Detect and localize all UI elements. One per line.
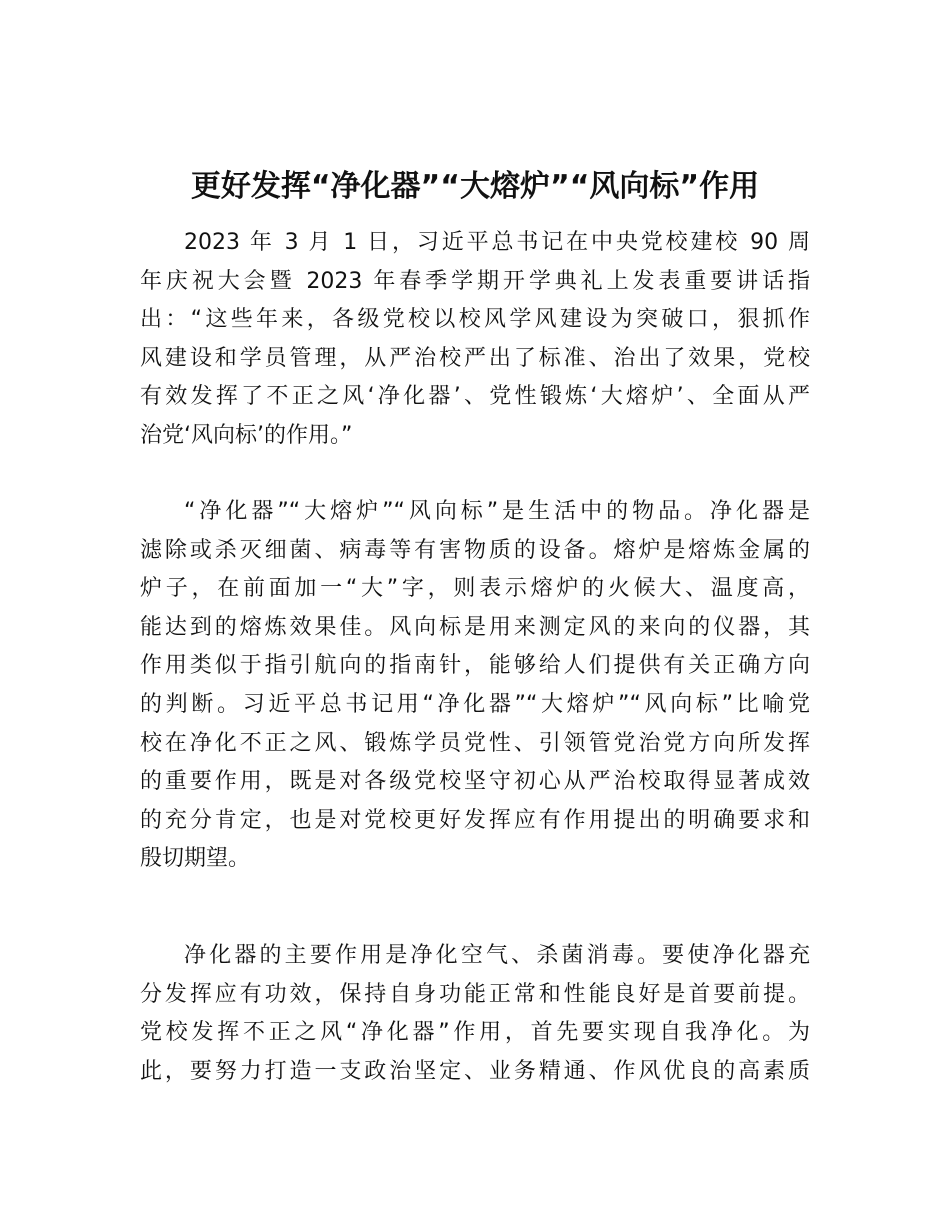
paragraph-line: 此，要努力打造一支政治坚定、业务精通、作风优良的高素质 [140,1058,810,1084]
paragraph-1 [140,224,810,456]
paragraph-line: 出：“这些年来，各级党校以校风学风建设为突破口，狠抓作 [140,307,810,333]
paragraph-line: 有效发挥了不正之风‘净化器’、党性锻炼‘大熔炉’、全面从严 [140,384,810,410]
paragraph-line: 能达到的熔炼效果佳。风向标是用来测定风的来向的仪器，其 [140,614,810,640]
paragraph-line: 年庆祝大会暨 2023 年春季学期开学典礼上发表重要讲话指 [140,268,810,294]
paragraph-2 [140,493,810,879]
paragraph-line: 的判断。习近平总书记用“净化器”“大熔炉”“风向标”比喻党 [140,691,810,717]
paragraph-line: 分发挥应有功效，保持自身功能正常和性能良好是首要前提。 [140,981,810,1007]
paragraph-line: 净化器的主要作用是净化空气、杀菌消毒。要使净化器充 [184,943,810,968]
paragraph-line: 炉子，在前面加一“大”字，则表示熔炉的火候大、温度高， [140,576,810,602]
paragraph-line: 风建设和学员管理，从严治校严出了标准、治出了效果，党校 [140,345,810,371]
paragraph-3 [140,937,810,1091]
paragraph-line: 治党‘风向标’的作用。” [140,422,353,448]
paragraph-line: 的充分肯定，也是对党校更好发挥应有作用提出的明确要求和 [140,807,810,833]
document-title: 更好发挥“净化器”“大熔炉”“风向标”作用 [190,169,760,204]
paragraph-line: 的重要作用，既是对各级党校坚守初心从严治校取得显著成效 [140,769,810,795]
paragraph-line: 党校发挥不正之风“净化器”作用，首先要实现自我净化。为 [140,1020,810,1046]
paragraph-line: 作用类似于指引航向的指南针，能够给人们提供有关正确方向 [140,653,810,679]
paragraph-line: “净化器”“大熔炉”“风向标”是生活中的物品。净化器是 [184,499,810,524]
paragraph-line: 殷切期望。 [140,846,251,872]
paragraph-line: 滤除或杀灭细菌、病毒等有害物质的设备。熔炉是熔炼金属的 [140,537,810,563]
paragraph-line: 校在净化不正之风、锻炼学员党性、引领管党治党方向所发挥 [140,730,810,756]
paragraph-line: 2023 年 3 月 1 日，习近平总书记在中央党校建校 90 周 [184,230,810,255]
